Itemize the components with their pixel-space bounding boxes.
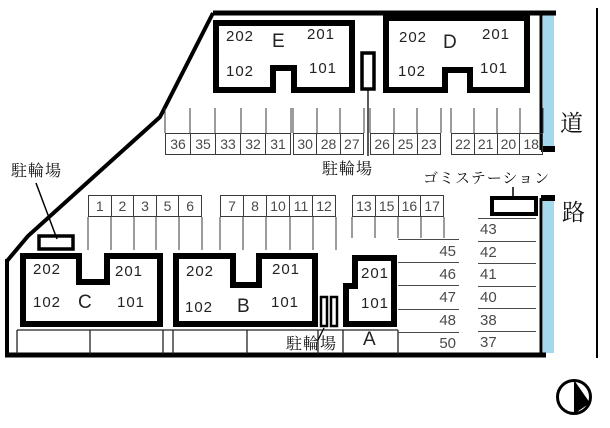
parking-space: 13 xyxy=(353,196,376,216)
building-name-A: A xyxy=(363,329,376,350)
parking-space: 12 xyxy=(316,198,332,214)
parking-space: 2 xyxy=(112,196,135,216)
parking-space: 6 xyxy=(186,198,195,214)
parking-space: 23 xyxy=(421,136,437,152)
stall-divider-ticks xyxy=(451,108,543,133)
garbage-station-box xyxy=(492,198,536,214)
unit-label: 101 xyxy=(271,294,300,311)
building-name-D: D xyxy=(443,32,457,53)
parking-space: 3 xyxy=(134,196,157,216)
parking-column-inner xyxy=(398,239,459,355)
parking-space: 30 xyxy=(294,134,317,154)
parking-space: 22 xyxy=(452,134,475,154)
parking-space: 43 xyxy=(478,218,536,241)
bike-parking-box-north xyxy=(362,53,374,89)
garbage-station-label: ゴミステーション xyxy=(423,170,551,187)
unit-label: 101 xyxy=(309,60,338,77)
stall-divider-ticks xyxy=(293,108,364,133)
unit-label: 202 xyxy=(33,261,62,278)
stall-divider-ticks xyxy=(370,108,441,133)
parking-space: 27 xyxy=(344,136,360,152)
parking-group-top-2 xyxy=(293,108,364,155)
road-strip-cap-top xyxy=(541,146,555,152)
parking-space: 48 xyxy=(398,309,459,332)
parking-space: 35 xyxy=(191,134,216,154)
unit-label: 201 xyxy=(361,265,390,282)
parking-space: 5 xyxy=(157,196,180,216)
parking-space: 42 xyxy=(478,241,536,264)
parking-space: 10 xyxy=(267,196,290,216)
parking-space: 21 xyxy=(475,134,498,154)
parking-space: 33 xyxy=(216,134,241,154)
parking-space: 50 xyxy=(398,332,459,355)
unit-label: 102 xyxy=(33,294,62,311)
stall-divider-ticks xyxy=(165,108,291,133)
parking-space: 18 xyxy=(523,136,539,152)
stall-divider-ticks xyxy=(352,217,444,238)
unit-label: 201 xyxy=(115,263,144,280)
parking-space: 11 xyxy=(290,196,313,216)
parking-column-outer xyxy=(478,218,536,354)
parking-space: 37 xyxy=(478,331,536,354)
parking-space: 15 xyxy=(376,196,399,216)
unit-label: 202 xyxy=(186,263,215,280)
bike-parking-box-south-1 xyxy=(321,297,327,326)
parking-space: 32 xyxy=(241,134,266,154)
parking-space: 8 xyxy=(244,196,267,216)
road-strip-cap-bottom xyxy=(541,195,555,201)
parking-space: 46 xyxy=(398,262,459,285)
unit-label: 102 xyxy=(226,63,255,80)
north-arrow-icon xyxy=(553,376,597,420)
parking-space: 26 xyxy=(371,134,394,154)
bike-parking-label-west: 駐輪場 xyxy=(11,163,63,180)
stall-divider-ticks xyxy=(220,217,336,250)
parking-group-top-4 xyxy=(451,108,543,155)
bike-parking-label-north: 駐輪場 xyxy=(322,161,374,178)
unit-label: 201 xyxy=(482,26,511,43)
bike-parking-box-south-2 xyxy=(331,297,337,326)
stall-divider-ticks xyxy=(88,217,202,250)
parking-group-mid-1 xyxy=(88,195,202,250)
bike-parking-label-south: 駐輪場 xyxy=(286,336,338,353)
unit-label: 201 xyxy=(272,261,301,278)
unit-label: 102 xyxy=(398,63,427,80)
parking-space: 31 xyxy=(270,136,286,152)
parking-space: 28 xyxy=(317,134,340,154)
road-strip-bottom xyxy=(543,200,554,353)
road-label-bottom: 路 xyxy=(562,199,585,225)
parking-space: 1 xyxy=(89,196,112,216)
unit-label: 202 xyxy=(226,28,255,45)
road-label-top: 道 xyxy=(560,110,583,136)
building-name-B: B xyxy=(237,296,250,317)
parking-space: 45 xyxy=(398,239,459,262)
unit-label: 202 xyxy=(399,29,428,46)
parking-space: 16 xyxy=(399,196,422,216)
parking-space: 7 xyxy=(221,196,244,216)
parking-space: 20 xyxy=(498,134,521,154)
parking-space: 25 xyxy=(394,134,417,154)
parking-space: 36 xyxy=(166,134,191,154)
parking-space: 17 xyxy=(424,198,440,214)
parking-group-top-1 xyxy=(165,108,291,155)
parking-group-mid-3 xyxy=(352,195,444,238)
parking-group-top-3 xyxy=(370,108,441,155)
parking-group-mid-2 xyxy=(220,195,336,250)
unit-label: 201 xyxy=(307,26,336,43)
building-name-C: C xyxy=(78,292,92,313)
parking-space: 38 xyxy=(478,308,536,331)
unit-label: 101 xyxy=(480,60,509,77)
road-strip-top xyxy=(543,11,554,148)
parking-space: 41 xyxy=(478,263,536,286)
unit-label: 102 xyxy=(185,299,214,316)
parking-space: 47 xyxy=(398,285,459,308)
unit-label: 101 xyxy=(361,295,390,312)
building-name-E: E xyxy=(272,31,285,52)
unit-label: 101 xyxy=(117,294,146,311)
parking-space: 40 xyxy=(478,286,536,309)
